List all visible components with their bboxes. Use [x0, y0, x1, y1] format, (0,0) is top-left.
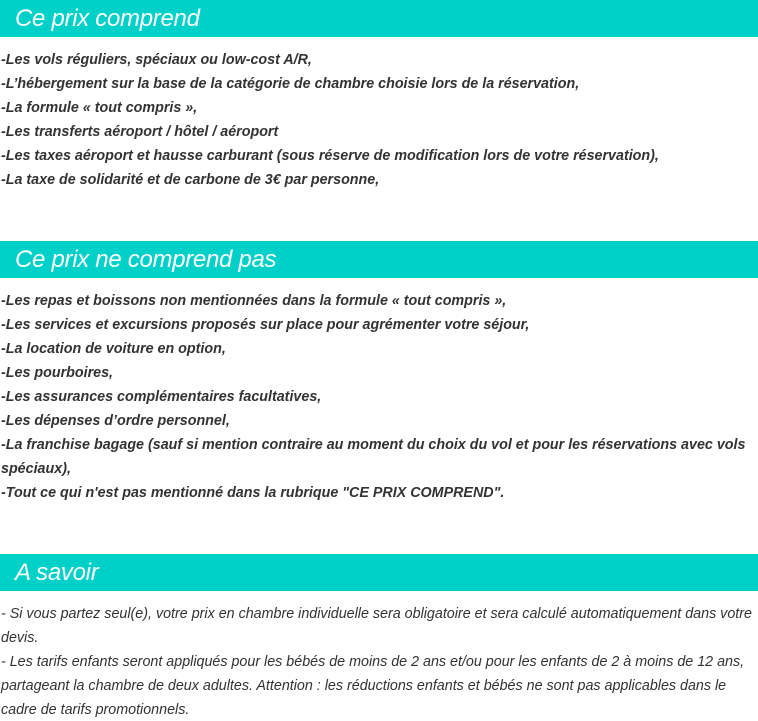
- list-item: - Les tarifs enfants seront appliqués pour les bébés de moins de 2 ans et/ou pour les enfants de 2 à moins de 12 ans, partageant la chambre de deux adultes. Attention : les réductions enfants et bébés ne sont pas applicables dans le cadre de tarifs promotionnels.: [1, 654, 745, 718]
- list-item: -La taxe de solidarité et de carbone de 3€ par personne,: [1, 172, 380, 188]
- section-title: A savoir: [15, 559, 99, 586]
- list-item: -La formule « tout compris »,: [1, 100, 198, 116]
- list-item: -Les pourboires,: [1, 365, 114, 381]
- list-item: -Les dépenses d’ordre personnel,: [1, 413, 230, 429]
- list-item: -Les assurances complémentaires facultatives,: [1, 389, 322, 405]
- section-header: [0, 0, 758, 37]
- list-item: -L’hébergement sur la base de la catégorie de chambre choisie lors de la réservation,: [1, 76, 580, 92]
- list-item: - Si vous partez seul(e), votre prix en chambre individuelle sera obligatoire et sera calculé automatiquement dans votre devis.: [1, 606, 752, 646]
- list-item: -Les transferts aéroport / hôtel / aéroport: [1, 124, 279, 140]
- list-item: -Tout ce qui n'est pas mentionné dans la rubrique "CE PRIX COMPREND".: [1, 485, 505, 501]
- section-header: [0, 241, 758, 278]
- section-title: Ce prix comprend: [15, 5, 200, 32]
- section-good-to-know: [0, 554, 758, 721]
- list-item: -Les taxes aéroport et hausse carburant (sous réserve de modification lors de votre réservation),: [1, 148, 659, 164]
- section-header: [0, 554, 758, 591]
- list-item: -La franchise bagage (sauf si mention contraire au moment du choix du vol et pour les réservations avec vols spéciaux),: [1, 437, 746, 477]
- list-item: -La location de voiture en option,: [1, 341, 226, 357]
- section-price-includes: [0, 0, 758, 192]
- exclusions-list: [0, 289, 758, 505]
- section-price-excludes: [0, 241, 758, 505]
- inclusions-list: [0, 48, 758, 192]
- list-item: -Les vols réguliers, spéciaux ou low-cost A/R,: [1, 52, 312, 68]
- section-title: Ce prix ne comprend pas: [15, 246, 277, 273]
- info-list: [0, 602, 758, 721]
- list-item: -Les repas et boissons non mentionnées dans la formule « tout compris »,: [1, 293, 507, 309]
- list-item: -Les services et excursions proposés sur place pour agrémenter votre séjour,: [1, 317, 530, 333]
